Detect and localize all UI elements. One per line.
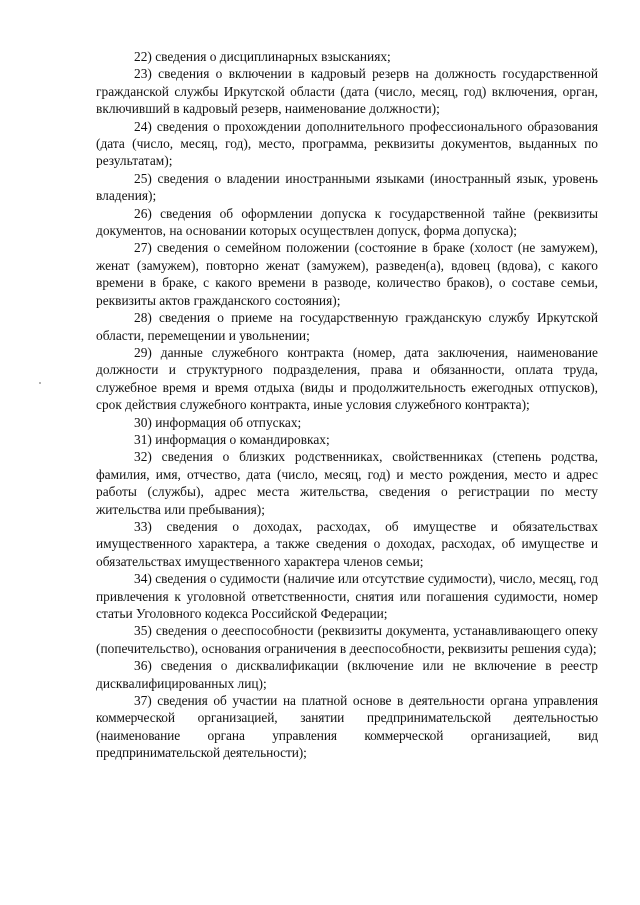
document-page xyxy=(96,48,598,762)
list-item: 32) сведения о близких родственниках, свойственниках (степень родства, фамилия, имя, отчество, дата (число, месяц, год) и место рождения, место и адрес работы (службы), адрес места жительства, сведения о регистрации по месту жительства или пребывания); xyxy=(96,449,598,517)
list-item: 37) сведения об участии на платной основе в деятельности органа управления коммерческой организацией, занятии предпринимательской деятельностью (наименование органа управления коммерческой организацией, вид предпринимательской деятельности); xyxy=(96,693,598,761)
list-item: 24) сведения о прохождении дополнительного профессионального образования (дата (число, месяц, год), место, программа, реквизиты документов, выданных по результатам); xyxy=(96,118,598,169)
scan-speck xyxy=(39,382,41,384)
list-item: 28) сведения о приеме на государственную гражданскую службу Иркутской области, перемещении и увольнении; xyxy=(96,310,598,343)
list-item: 26) сведения об оформлении допуска к государственной тайне (реквизиты документов, на основании которых осуществлен допуск, форма допуска); xyxy=(96,205,598,239)
list-item: 34) сведения о судимости (наличие или отсутствие судимости), число, месяц, год привлечения к уголовной ответственности, снятия или погашения судимости, номер статьи Уголовного кодекса Российской Федерации; xyxy=(96,571,599,621)
list-item: 36) сведения о дисквалификации (включение или не включение в реестр дисквалифицированных лиц); xyxy=(96,658,598,691)
list-item: 22) сведения о дисциплинарных взысканиях; xyxy=(134,49,391,64)
list-item: 33) сведения о доходах, расходах, об имуществе и обязательствах имущественного характера, а также сведения о доходах, расходах, об имуществе и обязательствах имущественного характера членов семьи; xyxy=(96,518,598,569)
list-item: 31) информация о командировках; xyxy=(134,431,330,447)
list-item: 29) данные служебного контракта (номер, дата заключения, наименование должности и структурного подразделения, права и обязанности, оплата труда, служебное время и время отдыха (виды и продолжительность ежегодных отпусков), срок действия служебного контракта, иные условия служебного контракта); xyxy=(96,344,598,413)
list-item: 27) сведения о семейном положении (состояние в браке (холост (не замужем), женат (замужем), повторно женат (замужем), разведен(а), вдовец (вдова), с какого времени в браке, с какого времени в разводе, количество браков), о составе семьи, реквизиты актов гражданского состояния); xyxy=(96,240,598,308)
list-item: 23) сведения о включении в кадровый резерв на должность государственной гражданской службы Иркутской области (дата (число, месяц, год) включения, орган, включивший в кадровый резерв, наименование должности); xyxy=(96,66,598,117)
list-item: 35) сведения о дееспособности (реквизиты документа, устанавливающего опеку (попечительство), основания ограничения в дееспособности, реквизиты решения суда); xyxy=(96,623,598,656)
list-item: 30) информация об отпусках; xyxy=(134,414,302,430)
list-item: 25) сведения о владении иностранными языками (иностранный язык, уровень владения); xyxy=(96,170,598,204)
